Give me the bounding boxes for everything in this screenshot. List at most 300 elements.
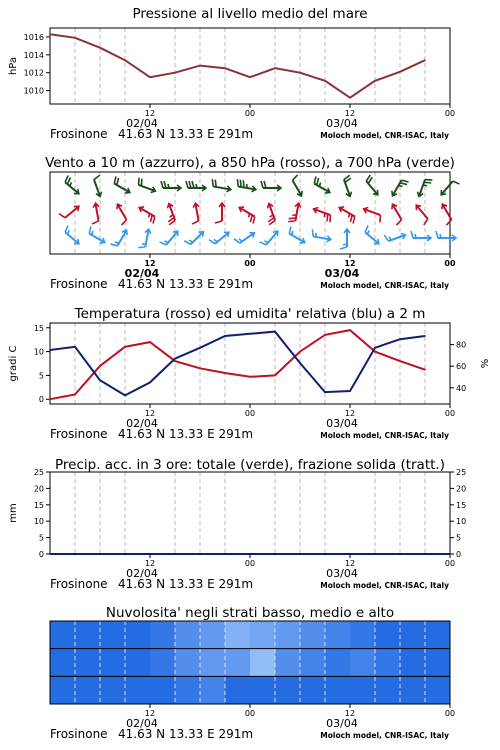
humidity-point bbox=[299, 362, 301, 364]
time-tick-label: 00 bbox=[444, 259, 456, 268]
wind-barb bbox=[184, 232, 203, 245]
y-right-tick-label: 40 bbox=[456, 383, 467, 393]
station-name: Frosinone bbox=[50, 427, 108, 441]
cloud-cell-medio bbox=[75, 649, 101, 677]
station-name: Frosinone bbox=[50, 577, 108, 591]
wind-barb bbox=[344, 175, 352, 196]
temperature-point bbox=[124, 346, 126, 348]
wind-barb-flag bbox=[138, 247, 145, 248]
temperature-point bbox=[49, 398, 51, 400]
wind-barb-flag bbox=[289, 218, 296, 219]
wind-barb-flag bbox=[240, 180, 241, 187]
wind-barb-flag bbox=[186, 181, 188, 188]
pressure-point bbox=[99, 47, 101, 49]
wind-barb-flag bbox=[150, 215, 152, 222]
wind-barb-flag bbox=[317, 178, 319, 185]
cloud-cell-alto bbox=[100, 621, 126, 649]
wind-barb bbox=[92, 203, 99, 224]
cloud-cell-alto bbox=[350, 621, 376, 649]
wind-barb-flag bbox=[141, 179, 142, 186]
temperature-point bbox=[349, 329, 351, 331]
wind-barb-flag bbox=[94, 175, 100, 179]
cloud-cell-basso bbox=[375, 676, 401, 704]
pressure-point bbox=[349, 97, 351, 99]
wind-barb-halfflag bbox=[343, 244, 347, 245]
date-label: 02/04 bbox=[126, 567, 158, 580]
time-tick-label: 00 bbox=[244, 259, 256, 268]
y-right-tick-label: 0 bbox=[456, 550, 462, 559]
wind-barb-flag bbox=[400, 183, 407, 185]
wind-barb bbox=[59, 206, 79, 218]
wind-barb-flag bbox=[261, 181, 263, 188]
pressure-point bbox=[299, 72, 301, 74]
wind-barb bbox=[139, 207, 155, 224]
wind-barb-halfflag bbox=[189, 240, 193, 242]
wind-barb-flag bbox=[89, 226, 91, 233]
station-coords: 41.63 N 13.33 E 291m bbox=[118, 277, 254, 291]
humidity-point bbox=[424, 335, 426, 337]
wind-barb-halfflag bbox=[264, 241, 268, 243]
pressure-point bbox=[124, 59, 126, 61]
wind-barb bbox=[234, 233, 254, 243]
cloud-cell-medio bbox=[425, 649, 451, 677]
wind-barb-flag bbox=[212, 179, 213, 186]
humidity-point bbox=[349, 390, 351, 392]
model-credit: Moloch model, CNR-ISAC, Italy bbox=[320, 281, 449, 290]
y-axis-label: hPa bbox=[8, 56, 19, 76]
wind-barb-flag bbox=[160, 242, 167, 245]
wind-barb bbox=[167, 204, 175, 225]
wind-barb bbox=[288, 203, 301, 221]
cloud-cell-basso bbox=[425, 676, 451, 704]
date-label: 02/04 bbox=[124, 267, 160, 280]
chart-title: Pressione al livello medio del mare bbox=[132, 6, 368, 22]
wind-barb-flag bbox=[436, 231, 438, 238]
chart-title: Temperatura (rosso) ed umidita' relativa (blu) a 2 m bbox=[74, 306, 426, 322]
cloud-cell-alto bbox=[425, 621, 451, 649]
chart-title: Vento a 10 m (azzurro), a 850 hPa (rosso), a 700 hPa (verde) bbox=[45, 155, 455, 171]
wind-barb-flag bbox=[215, 221, 222, 223]
cloud-cell-medio bbox=[275, 649, 301, 677]
wind-barb bbox=[384, 233, 405, 241]
wind-barb bbox=[339, 207, 355, 224]
y-right-tick-label: 60 bbox=[456, 362, 467, 372]
wind-barb bbox=[267, 204, 275, 225]
wind-barb bbox=[314, 207, 331, 222]
wind-barb-flag bbox=[353, 217, 355, 224]
wind-barb-flag bbox=[110, 244, 117, 246]
wind-barb-shaft bbox=[441, 181, 453, 195]
y-axis-label: mm bbox=[8, 503, 19, 523]
wind-barb bbox=[436, 231, 456, 241]
time-tick-label: 12 bbox=[344, 559, 356, 568]
temperature-point bbox=[74, 394, 76, 396]
wind-barb-flag bbox=[411, 231, 413, 238]
cloud-cell-basso bbox=[225, 676, 251, 704]
cloud-cell-alto bbox=[375, 621, 401, 649]
wind-barb-flag bbox=[453, 181, 460, 184]
temperature-point bbox=[174, 360, 176, 362]
cloud-cell-medio bbox=[50, 649, 76, 677]
pressure-point bbox=[149, 76, 151, 78]
wind-barb-shaft bbox=[118, 204, 127, 220]
cloud-cell-medio bbox=[375, 649, 401, 677]
wind-row-10-m bbox=[65, 226, 456, 249]
cloud-cell-alto bbox=[175, 621, 201, 649]
wind-barb-flag bbox=[289, 226, 291, 233]
cloud-cell-alto bbox=[300, 621, 326, 649]
wind-barb-shaft bbox=[393, 204, 402, 220]
wind-barb-flag bbox=[153, 217, 155, 224]
cloud-cell-basso bbox=[150, 676, 176, 704]
wind-barb-flag bbox=[250, 215, 252, 222]
wind-barb-halfflag bbox=[440, 234, 441, 238]
humidity-point bbox=[399, 338, 401, 340]
wind-barb bbox=[364, 207, 381, 222]
wind-barb-halfflag bbox=[348, 214, 349, 218]
cloud-cell-alto bbox=[225, 621, 251, 649]
humidity-point bbox=[224, 335, 226, 337]
cloud-cell-basso bbox=[325, 676, 351, 704]
wind-barb bbox=[94, 175, 102, 196]
wind-barb-halfflag bbox=[399, 185, 403, 186]
time-tick-label: 00 bbox=[244, 559, 256, 568]
pressure-point bbox=[274, 67, 276, 69]
wind-barb-shaft bbox=[65, 206, 79, 218]
station-coords: 41.63 N 13.33 E 291m bbox=[118, 727, 254, 741]
wind-row-850-hPa bbox=[59, 203, 451, 225]
time-tick-label: 00 bbox=[444, 559, 456, 568]
wind-barb-flag bbox=[65, 176, 68, 183]
time-tick-label: 12 bbox=[344, 709, 356, 718]
wind-barb-flag bbox=[243, 180, 244, 187]
temperature-point bbox=[424, 369, 426, 371]
time-tick-label: 12 bbox=[144, 409, 156, 418]
wind-barb-halfflag bbox=[115, 242, 119, 243]
wind-barb-flag bbox=[139, 178, 140, 185]
wind-barb-flag bbox=[314, 176, 316, 183]
wind-barb bbox=[139, 178, 156, 193]
cloud-cell-alto bbox=[50, 621, 76, 649]
y-right-tick-label: 15 bbox=[456, 500, 467, 510]
time-tick-label: 00 bbox=[444, 709, 456, 718]
time-tick-label: 12 bbox=[344, 259, 356, 268]
humidity-point bbox=[199, 347, 201, 349]
wind-barb bbox=[237, 179, 255, 192]
cloud-cell-basso bbox=[350, 676, 376, 704]
cloud-cell-alto bbox=[125, 621, 151, 649]
wind-barb bbox=[192, 203, 199, 224]
cloud-cell-medio bbox=[300, 649, 326, 677]
time-tick-label: 12 bbox=[144, 259, 156, 268]
wind-barb bbox=[138, 229, 151, 247]
wind-barb-flag bbox=[121, 220, 126, 225]
time-tick-label: 12 bbox=[144, 559, 156, 568]
wind-barb-flag bbox=[192, 181, 194, 188]
cloud-cell-medio bbox=[350, 649, 376, 677]
humidity-point bbox=[174, 358, 176, 360]
y-right-tick-label: 10 bbox=[456, 517, 467, 527]
station-coords: 41.63 N 13.33 E 291m bbox=[118, 427, 254, 441]
wind-barb bbox=[239, 207, 255, 224]
wind-barb-flag bbox=[117, 178, 119, 185]
chart-title: Precip. acc. in 3 ore: totale (verde), frazione solida (tratt.) bbox=[55, 457, 445, 473]
model-credit: Moloch model, CNR-ISAC, Italy bbox=[320, 581, 449, 590]
chart-title: Nuvolosita' negli strati basso, medio e alto bbox=[105, 605, 395, 621]
time-tick-label: 00 bbox=[244, 109, 256, 118]
wind-barb bbox=[261, 181, 281, 191]
date-label: 03/04 bbox=[326, 717, 358, 730]
cloud-cell-basso bbox=[75, 676, 101, 704]
wind-barb-flag bbox=[380, 215, 381, 222]
plot-frame bbox=[50, 323, 450, 404]
humidity-point bbox=[274, 331, 276, 333]
date-label: 02/04 bbox=[126, 417, 158, 430]
station-coords: 41.63 N 13.33 E 291m bbox=[118, 127, 254, 141]
cloud-cell-alto bbox=[325, 621, 351, 649]
wind-barb-halfflag bbox=[248, 214, 249, 218]
time-tick-label: 12 bbox=[344, 409, 356, 418]
wind-barb bbox=[312, 229, 330, 242]
wind-barb-flag bbox=[161, 181, 163, 188]
cloud-cell-alto bbox=[200, 621, 226, 649]
wind-barb bbox=[209, 232, 229, 244]
time-tick-label: 00 bbox=[244, 709, 256, 718]
wind-barb-halfflag bbox=[67, 230, 69, 234]
model-credit: Moloch model, CNR-ISAC, Italy bbox=[320, 731, 449, 740]
cloud-cell-basso bbox=[275, 676, 301, 704]
wind-barb bbox=[365, 226, 379, 244]
y-tick-label: 1014 bbox=[23, 50, 44, 60]
y-tick-label: 5 bbox=[38, 533, 44, 543]
wind-barb-flag bbox=[237, 179, 238, 186]
wind-barb-halfflag bbox=[292, 231, 293, 235]
time-tick-label: 12 bbox=[144, 109, 156, 118]
cloud-cell-alto bbox=[75, 621, 101, 649]
wind-barb-flag bbox=[446, 220, 451, 225]
y-tick-label: 10 bbox=[33, 517, 44, 527]
date-label: 03/04 bbox=[326, 417, 358, 430]
wind-barb bbox=[65, 226, 79, 244]
y-tick-label: 0 bbox=[38, 550, 44, 559]
time-tick-label: 12 bbox=[144, 709, 156, 718]
y-right-tick-label: 20 bbox=[456, 484, 467, 494]
date-label: 02/04 bbox=[126, 117, 158, 130]
cloud-cell-medio bbox=[100, 649, 126, 677]
wind-barb-flag bbox=[330, 215, 331, 222]
date-label: 03/04 bbox=[326, 117, 358, 130]
wind-barb-halfflag bbox=[389, 237, 391, 240]
humidity-point bbox=[324, 391, 326, 393]
pressure-point bbox=[199, 65, 201, 67]
cloud-cell-basso bbox=[250, 676, 276, 704]
y-tick-label: 10 bbox=[33, 347, 44, 357]
wind-barb bbox=[65, 176, 79, 194]
wind-barb-flag bbox=[189, 181, 191, 188]
y-tick-label: 0 bbox=[38, 395, 44, 405]
cloud-cell-basso bbox=[400, 676, 426, 704]
wind-barb-flag bbox=[164, 181, 166, 188]
temperature-line bbox=[50, 330, 425, 399]
wind-barb-flag bbox=[92, 221, 99, 224]
time-tick-label: 12 bbox=[344, 109, 356, 118]
cloud-cell-basso bbox=[300, 676, 326, 704]
pressure-point bbox=[174, 72, 176, 74]
wind-barb bbox=[340, 229, 350, 249]
cloud-cell-medio bbox=[200, 649, 226, 677]
wind-barb-halfflag bbox=[164, 241, 168, 243]
wind-barb-flag bbox=[312, 229, 313, 236]
wind-barb-flag bbox=[384, 235, 388, 241]
humidity-line bbox=[50, 332, 425, 396]
plot-frame bbox=[50, 28, 450, 104]
wind-barb-flag bbox=[424, 219, 428, 225]
wind-barb-flag bbox=[365, 226, 368, 233]
wind-barb-flag bbox=[253, 217, 255, 224]
wind-barb-halfflag bbox=[170, 215, 173, 217]
wind-barb-flag bbox=[396, 220, 401, 225]
y-axis-label: gradi C bbox=[8, 345, 19, 382]
wind-barb-flag bbox=[264, 181, 266, 188]
pressure-point bbox=[374, 80, 376, 82]
y-tick-label: 15 bbox=[33, 323, 44, 333]
humidity-point bbox=[49, 349, 51, 351]
temperature-point bbox=[99, 365, 101, 367]
wind-barb-halfflag bbox=[92, 231, 93, 235]
model-credit: Moloch model, CNR-ISAC, Italy bbox=[320, 431, 449, 440]
temperature-point bbox=[224, 372, 226, 374]
cloud-cell-medio bbox=[150, 649, 176, 677]
cloud-cell-alto bbox=[400, 621, 426, 649]
cloud-cell-medio bbox=[175, 649, 201, 677]
humidity-point bbox=[374, 347, 376, 349]
wind-barb bbox=[293, 175, 303, 196]
wind-barb-halfflag bbox=[148, 214, 149, 218]
pressure-point bbox=[424, 59, 426, 61]
wind-barb-shaft bbox=[416, 205, 428, 219]
temperature-point bbox=[374, 351, 376, 353]
model-credit: Moloch model, CNR-ISAC, Italy bbox=[320, 131, 449, 140]
pressure-point bbox=[249, 76, 251, 78]
wind-barb-flag bbox=[260, 242, 267, 245]
wind-barb-halfflag bbox=[239, 239, 242, 242]
date-label: 02/04 bbox=[126, 717, 158, 730]
y-tick-label: 20 bbox=[33, 484, 44, 494]
wind-barb-halfflag bbox=[319, 183, 320, 187]
wind-barb-halfflag bbox=[214, 239, 217, 241]
y-tick-label: 1010 bbox=[23, 86, 44, 96]
humidity-point bbox=[249, 333, 251, 335]
time-tick-label: 00 bbox=[244, 409, 256, 418]
cloud-cell-basso bbox=[125, 676, 151, 704]
wind-barb-halfflag bbox=[270, 215, 273, 217]
cloud-cell-medio bbox=[125, 649, 151, 677]
cloud-cell-medio bbox=[250, 649, 276, 677]
humidity-point bbox=[124, 395, 126, 397]
y-tick-label: 25 bbox=[33, 468, 44, 477]
wind-barb bbox=[186, 181, 206, 191]
wind-barb-flag bbox=[424, 182, 431, 183]
wind-barb-flag bbox=[184, 241, 190, 245]
wind-barb-halfflag bbox=[196, 184, 197, 188]
plot-frame bbox=[50, 472, 450, 554]
wind-barb-halfflag bbox=[168, 184, 169, 188]
date-label: 03/04 bbox=[326, 567, 358, 580]
y-right-tick-label: 25 bbox=[456, 468, 467, 477]
wind-barb bbox=[411, 231, 431, 241]
wind-barb-flag bbox=[59, 214, 65, 218]
wind-barb-flag bbox=[192, 221, 199, 224]
station-coords: 41.63 N 13.33 E 291m bbox=[118, 577, 254, 591]
y-right-tick-label: 5 bbox=[456, 533, 462, 543]
cloud-cell-basso bbox=[50, 676, 76, 704]
temperature-point bbox=[149, 341, 151, 343]
y-tick-label: 1016 bbox=[23, 32, 44, 42]
wind-barb-flag bbox=[340, 247, 347, 249]
temperature-point bbox=[274, 375, 276, 377]
wind-barb bbox=[314, 176, 330, 193]
station-name: Frosinone bbox=[50, 277, 108, 291]
pressure-line bbox=[50, 34, 425, 97]
pressure-point bbox=[399, 71, 401, 73]
cloud-cell-medio bbox=[225, 649, 251, 677]
pressure-point bbox=[74, 37, 76, 39]
wind-barb-flag bbox=[293, 175, 298, 180]
wind-barb-flag bbox=[288, 221, 295, 222]
wind-barb-flag bbox=[114, 176, 116, 183]
temperature-point bbox=[399, 360, 401, 362]
wind-barb-flag bbox=[425, 180, 432, 181]
y-right-tick-label: 80 bbox=[456, 340, 467, 350]
time-tick-label: 00 bbox=[444, 409, 456, 418]
y-tick-label: 15 bbox=[33, 500, 44, 510]
cloud-cell-alto bbox=[150, 621, 176, 649]
wind-barb bbox=[289, 226, 305, 243]
pressure-point bbox=[324, 80, 326, 82]
cloud-cell-medio bbox=[325, 649, 351, 677]
temperature-point bbox=[199, 367, 201, 369]
y-tick-label: 5 bbox=[38, 371, 44, 381]
time-tick-label: 00 bbox=[444, 109, 456, 118]
wind-barb bbox=[114, 176, 130, 193]
wind-barb bbox=[161, 181, 181, 191]
wind-barb-flag bbox=[402, 180, 409, 182]
station-name: Frosinone bbox=[50, 127, 108, 141]
wind-barb-halfflag bbox=[415, 234, 416, 238]
temperature-point bbox=[249, 376, 251, 378]
cloud-cell-alto bbox=[275, 621, 301, 649]
wind-barb bbox=[89, 226, 105, 243]
wind-barb-flag bbox=[65, 226, 68, 233]
wind-barb-halfflag bbox=[367, 230, 369, 234]
wind-barb-halfflag bbox=[70, 182, 72, 186]
pressure-point bbox=[224, 67, 226, 69]
date-label: 03/04 bbox=[324, 267, 360, 280]
pressure-point bbox=[49, 33, 51, 35]
cloud-cell-medio bbox=[400, 649, 426, 677]
humidity-point bbox=[99, 379, 101, 381]
wind-barb-flag bbox=[67, 177, 70, 184]
humidity-point bbox=[74, 346, 76, 348]
wind-barb-flag bbox=[350, 215, 352, 222]
cloud-cell-alto bbox=[250, 621, 276, 649]
temperature-point bbox=[324, 334, 326, 336]
cloud-cell-basso bbox=[100, 676, 126, 704]
humidity-point bbox=[149, 382, 151, 384]
wind-barb bbox=[212, 179, 230, 192]
cloud-cell-basso bbox=[200, 676, 226, 704]
y-tick-label: 1012 bbox=[23, 68, 44, 78]
